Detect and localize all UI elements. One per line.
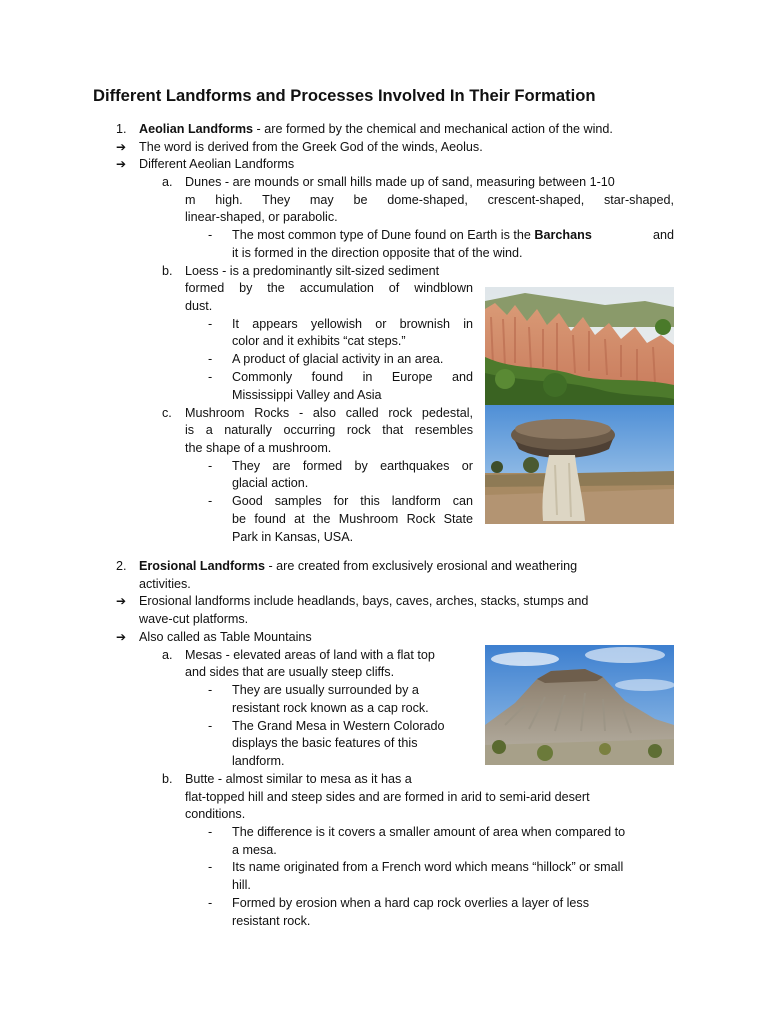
s2-b-line-2: flat-topped hill and steep sides and are formed in arid to semi-arid desert bbox=[185, 790, 590, 804]
s1-c-detail-2-line-2: be found at the Mushroom Rock State bbox=[232, 512, 473, 526]
s1-c-line-3: the shape of a mushroom. bbox=[185, 441, 332, 455]
s2-arrow-2-text: Also called as Table Mountains bbox=[139, 630, 312, 644]
s1-a-detail-1-line-2: it is formed in the direction opposite that of the wind. bbox=[232, 246, 523, 260]
dash-bullet: - bbox=[208, 719, 213, 733]
s2-a-line-1: Mesas - elevated areas of land with a flat top bbox=[185, 648, 435, 662]
dash-bullet: - bbox=[208, 459, 213, 473]
arrow-bullet-icon: ➔ bbox=[116, 594, 127, 608]
section-2-line-2: activities. bbox=[139, 577, 191, 591]
s2-b-detail-1-line-2: a mesa. bbox=[232, 843, 277, 857]
dash-bullet: - bbox=[208, 825, 213, 839]
s1-a-marker: a. bbox=[162, 175, 173, 189]
section-2-heading bbox=[139, 558, 577, 576]
section-1-definition: - are formed by the chemical and mechanical action of the wind. bbox=[253, 122, 613, 136]
arrow-bullet-icon: ➔ bbox=[116, 630, 127, 644]
s2-a-marker: a. bbox=[162, 648, 173, 662]
s1-c-line-2: is a naturally occurring rock that resembles bbox=[185, 423, 473, 437]
s2-a-detail-1-line-2: resistant rock known as a cap rock. bbox=[232, 701, 429, 715]
dash-bullet: - bbox=[208, 352, 213, 366]
mesa-photo bbox=[485, 645, 674, 765]
s1-b-line-2: formed by the accumulation of windblown bbox=[185, 281, 473, 295]
dash-bullet: - bbox=[208, 896, 213, 910]
s1-a-detail-1-text: The most common type of Dune found on Earth is the bbox=[232, 228, 535, 242]
s1-a-detail-1 bbox=[232, 227, 674, 245]
s2-a-detail-2-line-2: displays the basic features of this bbox=[232, 736, 418, 750]
dash-bullet: - bbox=[208, 370, 213, 384]
s2-b-detail-3-line-2: resistant rock. bbox=[232, 914, 311, 928]
s1-b-detail-1-line-2: color and it exhibits “cat steps.” bbox=[232, 334, 406, 348]
s2-a-detail-2-line-1: The Grand Mesa in Western Colorado bbox=[232, 719, 445, 733]
s2-b-detail-2-line-2: hill. bbox=[232, 878, 251, 892]
s1-b-detail-2: A product of glacial activity in an area. bbox=[232, 352, 444, 366]
s1-c-detail-2-line-1: Good samples for this landform can bbox=[232, 494, 473, 508]
dash-bullet: - bbox=[208, 860, 213, 874]
s1-a-detail-1-end: and bbox=[652, 228, 674, 242]
s1-a-line-2: m high. They may be dome-shaped, crescent-shaped, star-shaped, bbox=[185, 193, 674, 207]
s1-a-line-3: linear-shaped, or parabolic. bbox=[185, 210, 338, 224]
s1-b-line-1: Loess - is a predominantly silt-sized sediment bbox=[185, 264, 440, 278]
s1-b-line-3: dust. bbox=[185, 299, 213, 313]
s1-b-detail-3-line-2: Mississippi Valley and Asia bbox=[232, 388, 382, 402]
s2-arrow-1-line-1: Erosional landforms include headlands, bays, caves, arches, stacks, stumps and bbox=[139, 594, 589, 608]
s1-c-detail-1-line-2: glacial action. bbox=[232, 476, 309, 490]
s2-b-detail-1-line-1: The difference is it covers a smaller amount of area when compared to bbox=[232, 825, 626, 839]
s2-b-line-3: conditions. bbox=[185, 807, 246, 821]
s1-c-line-1: Mushroom Rocks - also called rock pedestal, bbox=[185, 406, 473, 420]
arrow-bullet-icon: ➔ bbox=[116, 157, 127, 171]
arrow-bullet-icon: ➔ bbox=[116, 140, 127, 154]
section-1-number: 1. bbox=[116, 122, 127, 136]
s2-a-detail-1-line-1: They are usually surrounded by a bbox=[232, 683, 419, 697]
section-2-definition: - are created from exclusively erosional and weathering bbox=[264, 559, 578, 573]
s2-b-line-1: Butte - almost similar to mesa as it has a bbox=[185, 772, 412, 786]
s1-c-marker: c. bbox=[162, 406, 172, 420]
s1-b-marker: b. bbox=[162, 264, 173, 278]
s1-a-line-1: Dunes - are mounds or small hills made up of sand, measuring between 1-10 bbox=[185, 175, 615, 189]
dash-bullet: - bbox=[208, 228, 213, 242]
section-1-term: Aeolian Landforms bbox=[139, 122, 254, 136]
barchans-term: Barchans bbox=[534, 228, 592, 242]
s1-b-detail-1-line-1: It appears yellowish or brownish in bbox=[232, 317, 473, 331]
loess-photo bbox=[485, 287, 674, 405]
s1-arrow-2-text: Different Aeolian Landforms bbox=[139, 157, 295, 171]
s2-a-detail-2-line-3: landform. bbox=[232, 754, 285, 768]
section-1-heading bbox=[139, 121, 613, 139]
s1-arrow-1-text: The word is derived from the Greek God of the winds, Aeolus. bbox=[139, 140, 483, 154]
s2-b-detail-3-line-1: Formed by erosion when a hard cap rock overlies a layer of less bbox=[232, 896, 589, 910]
page-title: Different Landforms and Processes Involved In Their Formation bbox=[93, 86, 596, 105]
s2-b-marker: b. bbox=[162, 772, 173, 786]
mushroom-rock-photo bbox=[485, 405, 674, 524]
s1-c-detail-2-line-3: Park in Kansas, USA. bbox=[232, 530, 354, 544]
dash-bullet: - bbox=[208, 494, 213, 508]
s2-a-line-2: and sides that are usually steep cliffs. bbox=[185, 665, 395, 679]
section-2-term: Erosional Landforms bbox=[139, 559, 265, 573]
dash-bullet: - bbox=[208, 683, 213, 697]
s2-arrow-1-line-2: wave-cut platforms. bbox=[139, 612, 249, 626]
s2-b-detail-2-line-1: Its name originated from a French word which means “hillock” or small bbox=[232, 860, 624, 874]
section-2-number: 2. bbox=[116, 559, 127, 573]
s1-c-detail-1-line-1: They are formed by earthquakes or bbox=[232, 459, 473, 473]
dash-bullet: - bbox=[208, 317, 213, 331]
s1-b-detail-3-line-1: Commonly found in Europe and bbox=[232, 370, 473, 384]
